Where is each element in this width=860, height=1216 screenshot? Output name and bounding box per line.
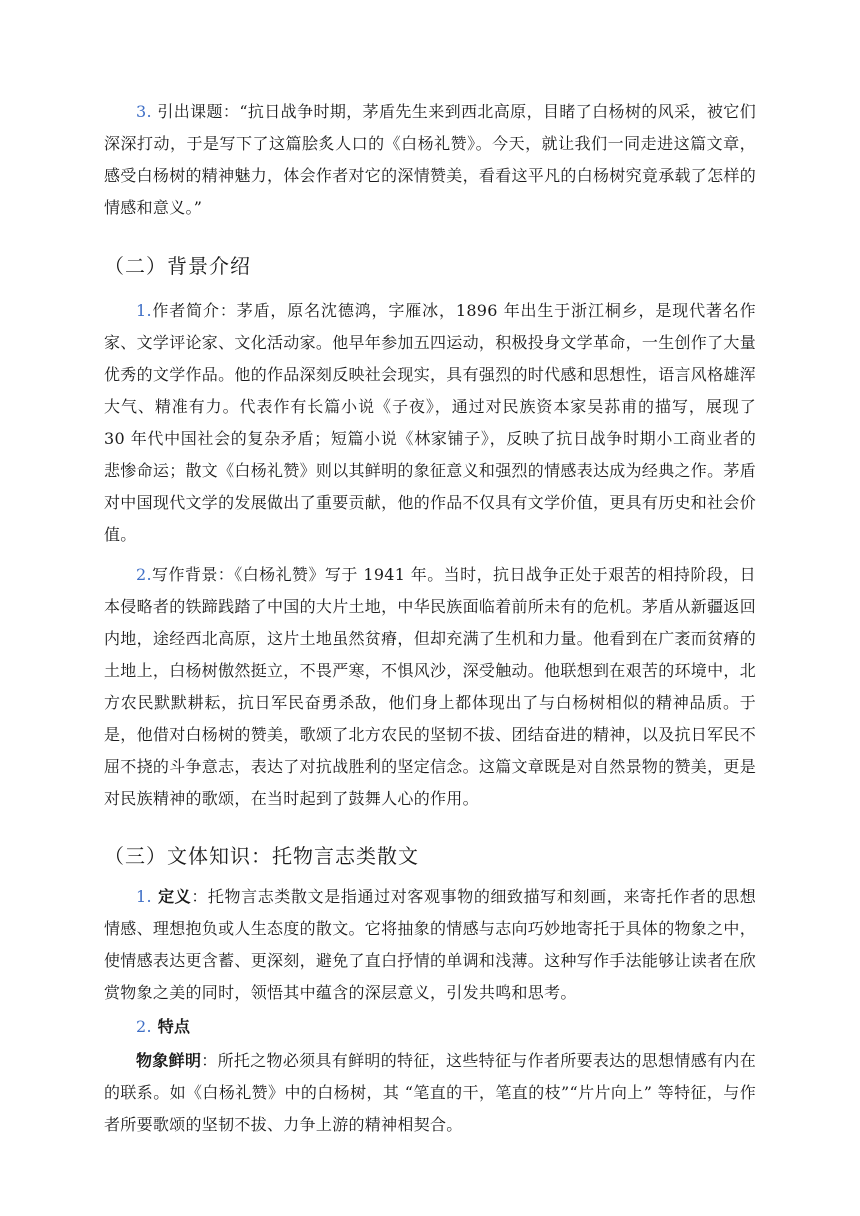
intro-paragraph bbox=[104, 96, 756, 224]
document-page bbox=[104, 96, 756, 1141]
section-heading-genre: （三）文体知识：托物言志类散文 bbox=[104, 844, 419, 868]
paragraph-text: ：所托之物必须具有鲜明的特征，这些特征与作者所要表达的思想情感有内在的联系。如《白杨礼赞》中的白杨树，其 “笔直的干，笔直的枝”“片片向上” 等特征，与作者所要歌颂的坚韧不拔、力争上游的精神相契合。 bbox=[104, 1051, 756, 1134]
paragraph-text: 作者简介：茅盾，原名沈德鸿，字雁冰，1896 年出生于浙江桐乡，是现代著名作家、文学评论家、文化活动家。他早年参加五四运动，积极投身文学革命，一生创作了大量优秀的文学作品。他的作品深刻反映社会现实，具有强烈的时代感和思想性，语言风格雄浑大气、精准有力。代表作有长篇小说《子夜》，通过对民族资本家吴荪甫的描写，展现了 30 年代中国社会的复杂矛盾；短篇小说《林家铺子》，反映了抗日战争时期小工商业者的悲惨命运；散文《白杨礼赞》则以其鲜明的象征意义和强烈的情感表达成为经典之作。茅盾对中国现代文学的发展做出了重要贡献，他的作品不仅具有文学价值，更具有历史和社会价值。 bbox=[104, 301, 757, 544]
list-number: 2. bbox=[136, 1017, 152, 1036]
definition-paragraph bbox=[104, 881, 756, 1009]
list-number: 1. bbox=[136, 887, 152, 906]
list-number: 2. bbox=[136, 565, 152, 584]
writing-background-paragraph bbox=[104, 559, 756, 815]
list-number: 1. bbox=[136, 301, 152, 320]
vivid-image-label: 物象鲜明 bbox=[136, 1051, 202, 1070]
paragraph-text: 写作背景：《白杨礼赞》写于 1941 年。当时，抗日战争正处于艰苦的相持阶段，日本侵略者的铁蹄践踏了中国的大片土地，中华民族面临着前所未有的危机。茅盾从新疆返回内地，途经西北高原，这片土地虽然贫瘠，但却充满了生机和力量。他看到在广袤而贫瘠的土地上，白杨树傲然挺立，不畏严寒，不惧风沙，深受触动。他联想到在艰苦的环境中，北方农民默默耕耘，抗日军民奋勇杀敌，他们身上都体现出了与白杨树相似的精神品质。于是，他借对白杨树的赞美，歌颂了北方农民的坚韧不拔、团结奋进的精神，以及抗日军民不屈不挠的斗争意志，表达了对抗战胜利的坚定信念。这篇文章既是对自然景物的赞美，更是对民族精神的歌颂，在当时起到了鼓舞人心的作用。 bbox=[104, 565, 757, 808]
features-label: 特点 bbox=[151, 1017, 191, 1036]
vivid-image-paragraph bbox=[104, 1045, 756, 1141]
paragraph-text: ：托物言志类散文是指通过对客观事物的细致描写和刻画，来寄托作者的思想情感、理想抱负或人生态度的散文。它将抽象的情感与志向巧妙地寄托于具体的物象之中，使情感表达更含蓄、更深刻，避免了直白抒情的单调和浅薄。这种写作手法能够让读者在欣赏物象之美的同时，领悟其中蕴含的深层意义，引发共鸣和思考。 bbox=[104, 887, 757, 1002]
paragraph-text: 引出课题：“抗日战争时期，茅盾先生来到西北高原，目睹了白杨树的风采，被它们深深打动，于是写下了这篇脍炙人口的《白杨礼赞》。今天，就让我们一同走进这篇文章，感受白杨树的精神魅力，体会作者对它的深情赞美，看看这平凡的白杨树究竟承载了怎样的情感和意义。” bbox=[104, 102, 757, 217]
author-intro-paragraph bbox=[104, 295, 756, 551]
features-heading bbox=[104, 1009, 756, 1045]
definition-label: 定义 bbox=[151, 887, 192, 906]
list-number: 3. bbox=[136, 102, 152, 121]
section-heading-background: （二）背景介绍 bbox=[104, 254, 251, 278]
